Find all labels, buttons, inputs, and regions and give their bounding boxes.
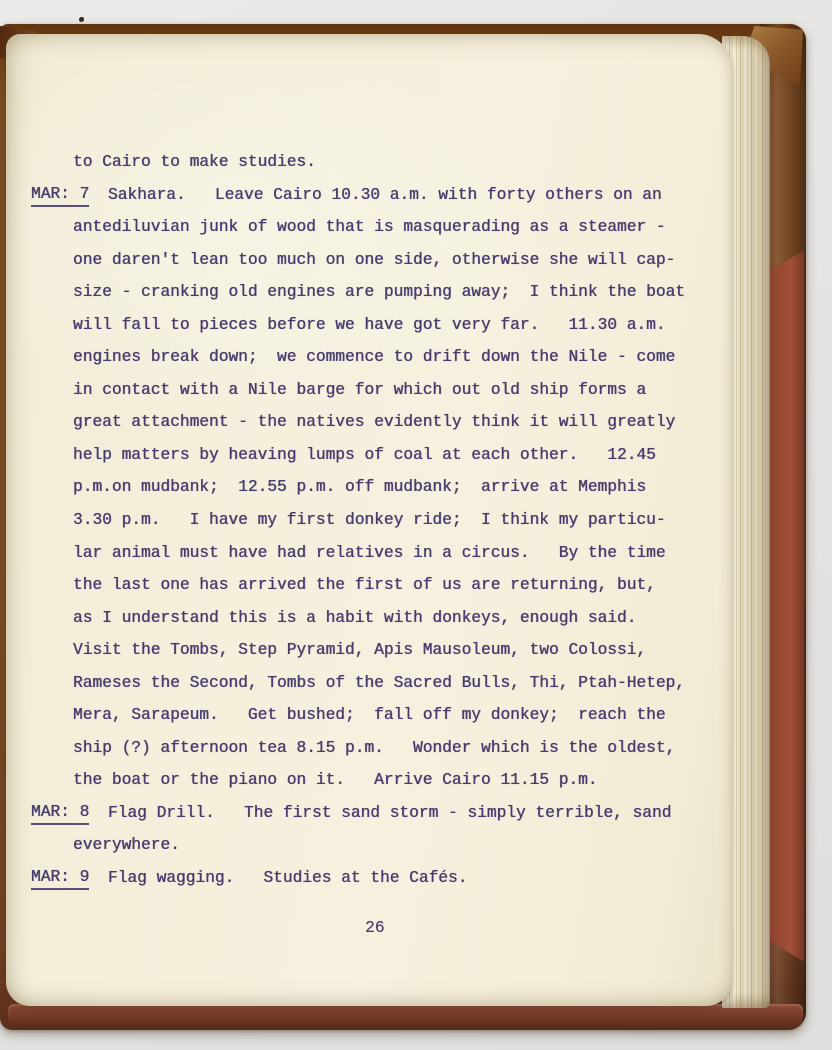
typed-line: [6, 764, 732, 797]
typed-line-text: Flag wagging. Studies at the Cafés.: [108, 869, 468, 888]
typed-line: [6, 374, 732, 407]
typed-line-text: to Cairo to make studies.: [73, 153, 316, 171]
dust-speck: [79, 17, 84, 22]
typed-line-text: ship (?) afternoon tea 8.15 p.m. Wonder which is the oldest,: [73, 738, 676, 757]
typed-line: [6, 829, 732, 862]
typed-line-text: will fall to pieces before we have got very far. 11.30 a.m.: [73, 315, 666, 334]
typed-line-text: Rameses the Second, Tombs of the Sacred Bulls, Thi, Ptah-Hetep,: [73, 673, 685, 692]
entry-date-label: MAR: 8: [31, 797, 89, 825]
diary-book: [0, 24, 806, 1030]
book-cover-red-cloth: [764, 250, 804, 962]
typed-line-text: as I understand this is a habit with donkeys, enough said.: [73, 608, 637, 627]
typed-line: [6, 341, 732, 374]
typed-line-text: Visit the Tombs, Step Pyramid, Apis Mausoleum, two Colossi,: [73, 641, 647, 660]
typed-line: [6, 211, 732, 244]
typed-line: [6, 276, 732, 309]
typed-line-text: Sakhara. Leave Cairo 10.30 a.m. with forty others on an: [108, 185, 662, 204]
typed-line: [6, 146, 732, 179]
typed-line-text: engines break down; we commence to drift down the Nile - come: [73, 348, 676, 367]
typed-line-text: everywhere.: [73, 836, 180, 855]
typed-line: [6, 732, 732, 765]
typed-line: [6, 699, 732, 732]
typed-line: [6, 439, 732, 472]
typed-line: [6, 244, 732, 277]
typed-line: [6, 406, 732, 439]
typed-line: [6, 537, 732, 570]
typed-line-text: lar animal must have had relatives in a circus. By the time: [73, 543, 666, 562]
typed-line-text: antediluvian junk of wood that is masquerading as a steamer -: [73, 218, 666, 237]
typed-lines: [6, 146, 732, 895]
typed-line: [6, 569, 732, 602]
diary-page: [6, 34, 732, 1006]
typed-line-text: help matters by heaving lumps of coal at each other. 12.45: [73, 445, 656, 464]
typed-line: [6, 797, 732, 830]
typed-line: [6, 309, 732, 342]
typed-line-text: Mera, Sarapeum. Get bushed; fall off my donkey; reach the: [73, 706, 666, 725]
typed-line: [6, 602, 732, 635]
page-number: 26: [365, 919, 385, 937]
typed-line-text: size - cranking old engines are pumping away; I think the boat: [73, 283, 685, 302]
typed-line-text: 3.30 p.m. I have my first donkey ride; I think my particu-: [73, 511, 666, 530]
typed-line-text: the boat or the piano on it. Arrive Cairo 11.15 p.m.: [73, 771, 598, 790]
book-bottom-edge: [8, 1004, 803, 1030]
entry-date-label: MAR: 7: [31, 179, 89, 207]
typed-line: [6, 667, 732, 700]
typed-line-text: p.m.on mudbank; 12.55 p.m. off mudbank; arrive at Memphis: [73, 478, 647, 497]
typed-line: [6, 862, 732, 895]
typed-line-text: Flag Drill. The first sand storm - simply terrible, sand: [108, 803, 672, 822]
typed-line: [6, 504, 732, 537]
typed-line-text: the last one has arrived the first of us are returning, but,: [73, 576, 656, 595]
typed-line-text: one daren't lean too much on one side, otherwise she will cap-: [73, 250, 676, 269]
entry-date-label: MAR: 9: [31, 862, 89, 890]
typed-line: [6, 634, 732, 667]
typed-line-text: great attachment - the natives evidently think it will greatly: [73, 413, 676, 432]
typed-line-text: in contact with a Nile barge for which out old ship forms a: [73, 380, 647, 399]
typed-line: [6, 471, 732, 504]
typed-line: [6, 179, 732, 212]
